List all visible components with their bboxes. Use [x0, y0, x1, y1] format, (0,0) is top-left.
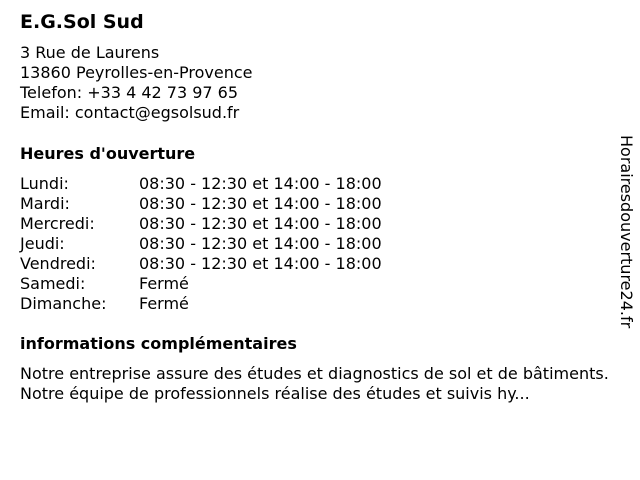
additional-info-heading: informations complémentaires — [20, 334, 297, 353]
time-value: Fermé — [139, 294, 189, 313]
address-city: 13860 Peyrolles-en-Provence — [20, 63, 253, 82]
business-address — [20, 43, 252, 123]
phone-number[interactable]: Telefon: +33 4 42 73 97 65 — [20, 83, 239, 102]
watermark-text: Horairesdouverture24.fr — [617, 135, 636, 329]
time-value: 08:30 - 12:30 et 14:00 - 18:00 — [139, 194, 382, 213]
site-watermark — [614, 135, 636, 345]
day-label: Jeudi: — [20, 234, 65, 253]
day-label: Vendredi: — [20, 254, 96, 273]
day-label: Mardi: — [20, 194, 70, 213]
day-label: Dimanche: — [20, 294, 107, 313]
address-street: 3 Rue de Laurens — [20, 43, 160, 62]
day-label: Mercredi: — [20, 214, 95, 233]
email-address[interactable]: Email: contact@egsolsud.fr — [20, 103, 240, 122]
time-value: 08:30 - 12:30 et 14:00 - 18:00 — [139, 234, 382, 253]
time-value: 08:30 - 12:30 et 14:00 - 18:00 — [139, 254, 382, 273]
time-value: 08:30 - 12:30 et 14:00 - 18:00 — [139, 174, 382, 193]
opening-hours-heading: Heures d'ouverture — [20, 144, 196, 163]
business-name: E.G.Sol Sud — [20, 11, 144, 33]
business-description: Notre entreprise assure des études et diagnostics de sol et de bâtiments. Notre équipe de professionnels réalise des études et suivis hy... — [20, 364, 609, 403]
day-label: Lundi: — [20, 174, 69, 193]
day-label: Samedi: — [20, 274, 86, 293]
time-value: 08:30 - 12:30 et 14:00 - 18:00 — [139, 214, 382, 233]
time-value: Fermé — [139, 274, 189, 293]
